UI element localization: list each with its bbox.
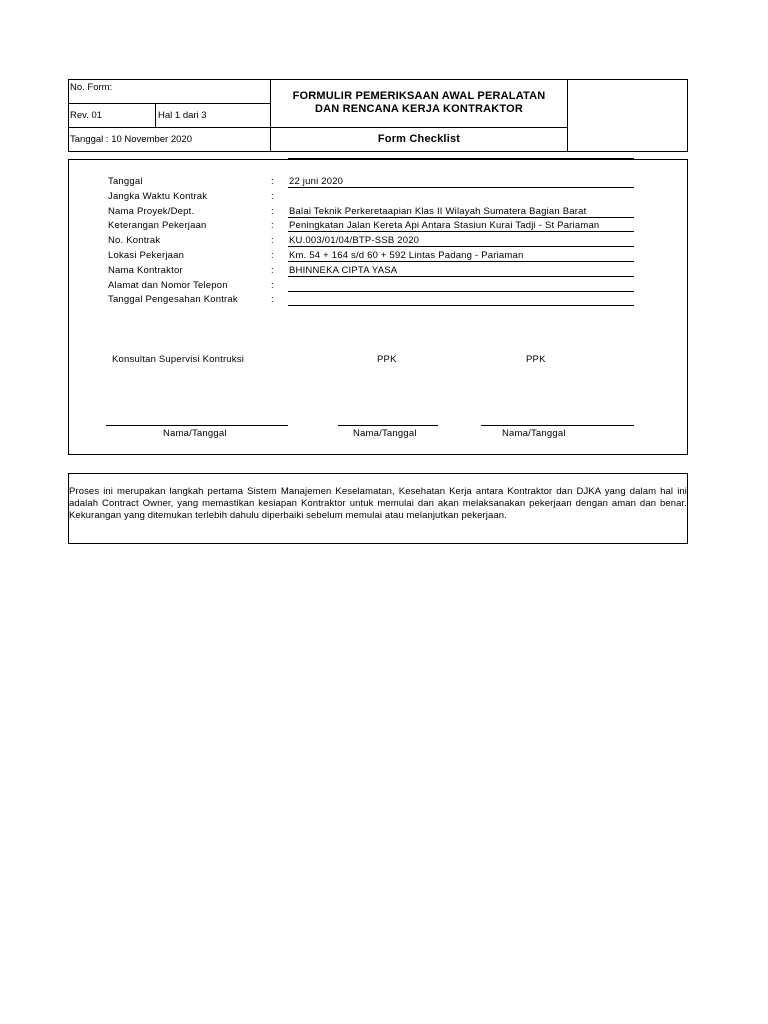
field-underline — [288, 231, 634, 232]
header-divider — [68, 127, 568, 128]
signature-caption: Nama/Tanggal — [353, 428, 417, 439]
signature-line — [338, 425, 438, 426]
no-form-label: No. Form: — [70, 82, 113, 93]
field-label: Lokasi Pekerjaan — [108, 250, 185, 261]
top-rule — [288, 158, 634, 159]
form-title-line1: FORMULIR PEMERIKSAAN AWAL PERALATAN — [292, 90, 546, 102]
field-underline — [288, 187, 634, 188]
field-colon: : — [271, 176, 274, 187]
field-underline — [288, 217, 634, 218]
field-value[interactable]: Km. 54 + 164 s/d 60 + 592 Lintas Padang - Pariaman — [289, 250, 524, 261]
signature-caption: Nama/Tanggal — [163, 428, 227, 439]
form-title-line2: DAN RENCANA KERJA KONTRAKTOR — [314, 103, 524, 115]
field-colon: : — [271, 265, 274, 276]
signature-role-ppk-2: PPK — [526, 354, 546, 365]
field-colon: : — [271, 280, 274, 291]
signature-line — [481, 425, 634, 426]
header-divider — [68, 103, 271, 104]
header-divider — [567, 79, 568, 152]
field-label: Tanggal — [108, 176, 143, 187]
field-label: Nama Proyek/Dept. — [108, 206, 195, 217]
signature-role-ppk-1: PPK — [377, 354, 397, 365]
rev-label: Rev. 01 — [70, 110, 103, 121]
field-colon: : — [271, 294, 274, 305]
fields-box — [68, 159, 688, 455]
field-colon: : — [271, 235, 274, 246]
field-colon: : — [271, 206, 274, 217]
field-label: Jangka Waktu Kontrak — [108, 191, 208, 202]
field-underline — [288, 276, 634, 277]
field-underline — [288, 291, 634, 292]
field-value[interactable]: KU.003/01/04/BTP-SSB 2020 — [289, 235, 420, 246]
field-underline — [288, 305, 634, 306]
signature-role-konsultan: Konsultan Supervisi Kontruksi — [112, 354, 245, 365]
field-value[interactable]: Peningkatan Jalan Kereta Api Antara Stasiun Kurai Tadji - St Pariaman — [289, 220, 600, 231]
field-colon: : — [271, 220, 274, 231]
field-colon: : — [271, 191, 274, 202]
field-colon: : — [271, 250, 274, 261]
field-value[interactable]: Balai Teknik Perkeretaapian Klas II Wilayah Sumatera Bagian Barat — [289, 206, 587, 217]
field-label: Tanggal Pengesahan Kontrak — [108, 294, 238, 305]
header-divider — [155, 103, 156, 127]
signature-line — [106, 425, 288, 426]
field-label: No. Kontrak — [108, 235, 161, 246]
field-label: Keterangan Pekerjaan — [108, 220, 207, 231]
field-label: Nama Kontraktor — [108, 265, 183, 276]
form-subtitle: Form Checklist — [377, 133, 461, 145]
field-underline — [288, 261, 634, 262]
field-value[interactable]: BHINNEKA CIPTA YASA — [289, 265, 398, 276]
signature-caption: Nama/Tanggal — [502, 428, 566, 439]
note-text: Proses ini merupakan langkah pertama Sistem Manajemen Keselamatan, Kesehatan Kerja antara Kontraktor dan DJKA yang dalam hal ini adalah Contract Owner, yang memastikan kesiapan Kontraktor untuk memulai dan akan melaksanakan pekerjaan dengan aman dan benar. Kekurangan yang ditemukan terlebih dahulu diperbaiki sebelum memulai atau melanjutkan pekerjaan. — [69, 486, 687, 521]
field-value[interactable]: 22 juni 2020 — [289, 176, 344, 187]
field-underline — [288, 246, 634, 247]
field-label: Alamat dan Nomor Telepon — [108, 280, 228, 291]
date-label: Tanggal : 10 November 2020 — [70, 134, 192, 145]
page-label: Hal 1 dari 3 — [158, 110, 207, 121]
